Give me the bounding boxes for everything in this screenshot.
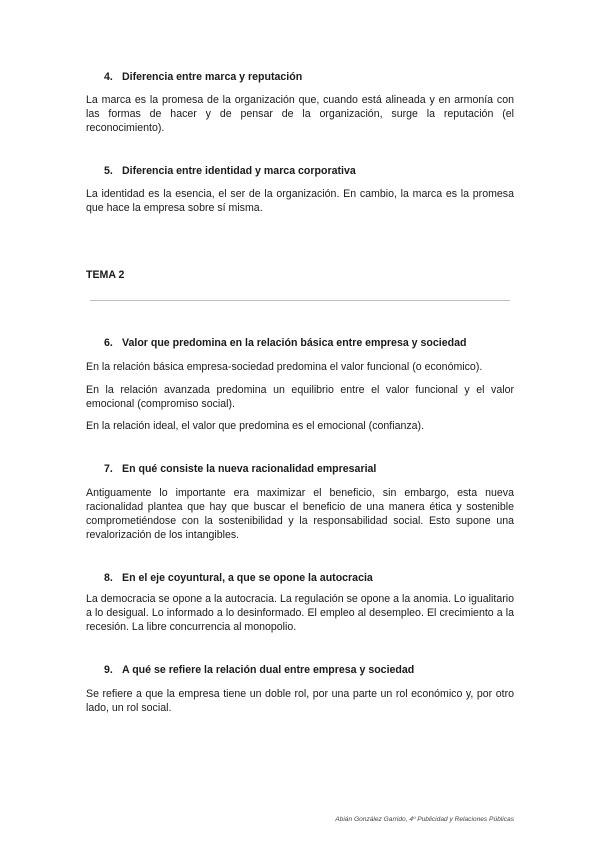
section-4-paragraph-1: La marca es la promesa de la organización que, cuando está alineada y en armonía con las formas de hacer y de pensar de la organización, surge la reputación (el reconocimiento). xyxy=(86,94,514,134)
section-7-paragraph-1: Antiguamente lo importante era maximizar el beneficio, sin embargo, esta nueva racionalidad plantea que hay que buscar el beneficio de una manera ética y sostenible comprometiéndose con la sostenibilidad y la responsabilidad social. Esto supone una revalorización de los intangibles. xyxy=(86,487,514,541)
section-5-paragraph-1: La identidad es la esencia, el ser de la organización. En cambio, la marca es la promesa que hace la empresa sobre sí misma. xyxy=(86,188,514,214)
section-4-number: 4. xyxy=(104,71,113,83)
section-6-number: 6. xyxy=(104,337,113,349)
section-8-heading xyxy=(86,571,532,585)
section-7-heading xyxy=(86,462,532,476)
section-6-paragraph-2: En la relación avanzada predomina un equilibrio entre el valor funcional y el valor emocional (compromiso social). xyxy=(86,384,514,410)
section-5-title: Diferencia entre identidad y marca corporativa xyxy=(122,165,356,177)
section-9-heading xyxy=(86,663,532,677)
section-9-title: A qué se refiere la relación dual entre empresa y sociedad xyxy=(122,664,415,676)
section-4-title: Diferencia entre marca y reputación xyxy=(122,71,303,83)
section-6-paragraph-1: En la relación básica empresa-sociedad predomina el valor funcional (o económico). xyxy=(86,361,483,373)
section-9-paragraph-1: Se refiere a que la empresa tiene un doble rol, por una parte un rol económico y, por otro lado, un rol social. xyxy=(86,688,514,714)
section-5-number: 5. xyxy=(104,165,113,177)
section-4-heading xyxy=(86,70,532,84)
section-6-heading xyxy=(86,336,532,350)
section-8-title: En el eje coyuntural, a que se opone la autocracia xyxy=(122,572,373,584)
section-6-title: Valor que predomina en la relación básica entre empresa y sociedad xyxy=(122,337,467,349)
page-footer: Abián González Garrido, 4º Publicidad y Relaciones Públicas xyxy=(335,816,514,823)
section-8-paragraph-1: La democracia se opone a la autocracia. La regulación se opone a la anomia. Lo igualitario a lo desigual. Lo informado a lo desinformado. El empleo al desempleo. El crecimiento a la recesión. La libre concurrencia al monopolio. xyxy=(86,593,514,633)
section-9-number: 9. xyxy=(104,664,113,676)
section-6-paragraph-3: En la relación ideal, el valor que predomina es el emocional (confianza). xyxy=(86,420,425,432)
horizontal-divider xyxy=(90,300,510,301)
section-7-title: En qué consiste la nueva racionalidad empresarial xyxy=(122,463,377,475)
section-7-number: 7. xyxy=(104,463,113,475)
tema-label: TEMA 2 xyxy=(86,269,125,281)
section-8-number: 8. xyxy=(104,572,113,584)
section-5-heading xyxy=(86,164,532,178)
